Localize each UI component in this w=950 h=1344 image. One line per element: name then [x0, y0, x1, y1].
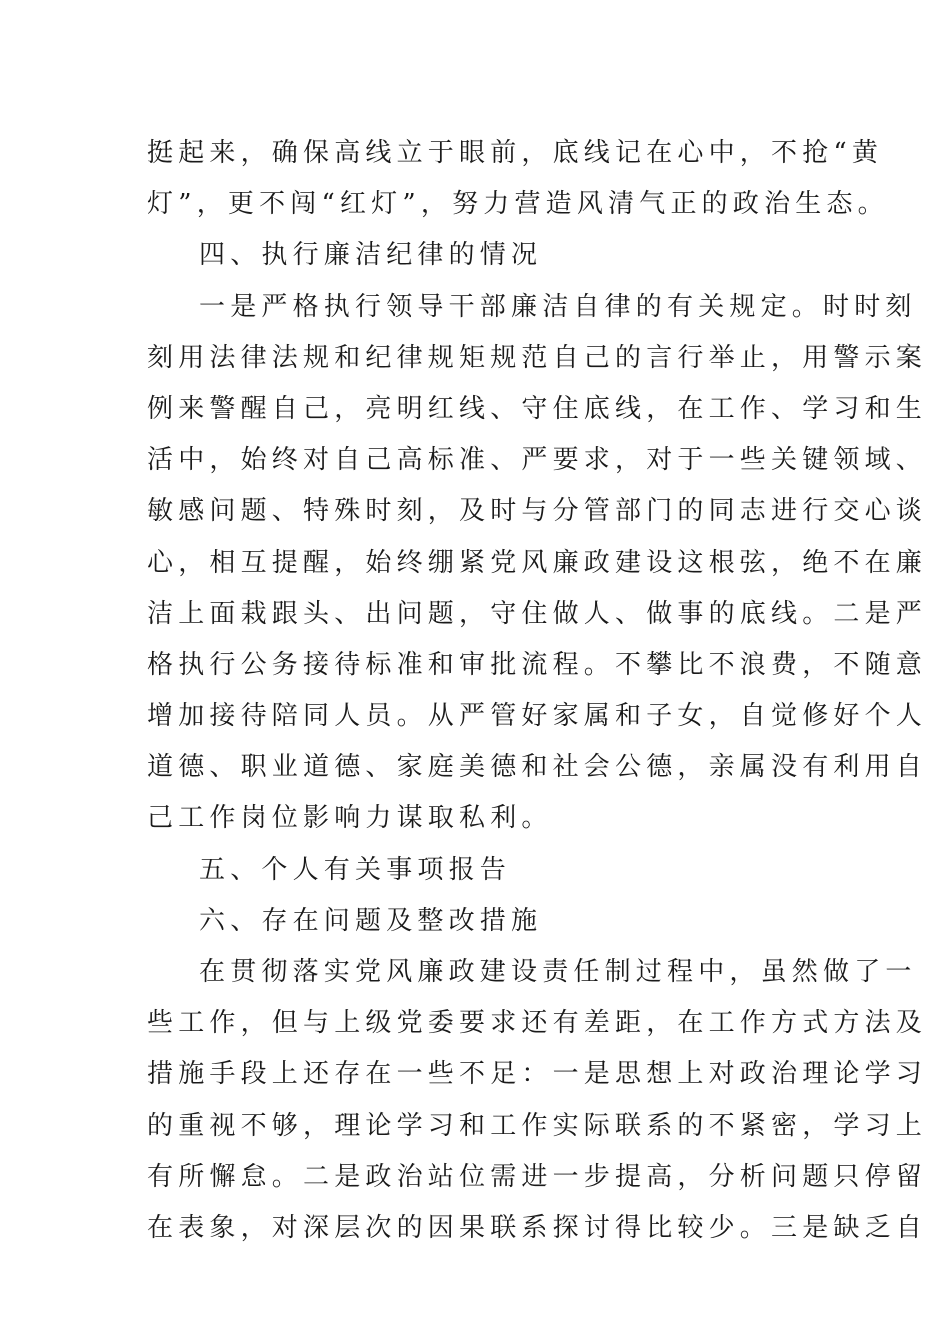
section-heading: 四、执行廉洁纪律的情况 [199, 240, 543, 271]
text-line: 例来警醒自己，亮明红线、守住底线，在工作、学习和生 [147, 393, 928, 424]
text-line: 有所懈怠。二是政治站位需进一步提高，分析问题只停留 [147, 1161, 928, 1192]
text-line: 己工作岗位影响力谋取私利。 [147, 803, 553, 834]
text-line: 洁上面栽跟头、出问题，守住做人、做事的底线。二是严 [147, 598, 928, 629]
text-line: 心，相互提醒，始终绷紧党风廉政建设这根弦，绝不在廉 [147, 547, 928, 578]
text-line: 些工作，但与上级党委要求还有差距，在工作方式方法及 [147, 1008, 928, 1039]
text-line: 挺起来，确保高线立于眼前，底线记在心中，不抢“黄 [147, 138, 884, 168]
text-line: 在贯彻落实党风廉政建设责任制过程中，虽然做了一 [199, 957, 917, 987]
text-line: 的重视不够，理论学习和工作实际联系的不紧密，学习上 [147, 1110, 928, 1141]
text-line: 一是严格执行领导干部廉洁自律的有关规定。时时刻 [199, 291, 917, 322]
text-line: 措施手段上还存在一些不足：一是思想上对政治理论学习 [147, 1059, 928, 1090]
section-heading: 六、存在问题及整改措施 [199, 905, 543, 936]
text-line: 格执行公务接待标准和审批流程。不攀比不浪费，不随意 [147, 649, 928, 680]
text-line: 增加接待陪同人员。从严管好家属和子女，自觉修好个人 [147, 701, 928, 732]
body-text [147, 128, 928, 1254]
text-line: 敏感问题、特殊时刻，及时与分管部门的同志进行交心谈 [147, 496, 928, 527]
text-line: 刻用法律法规和纪律规矩规范自己的言行举止，用警示案 [147, 342, 928, 373]
text-line: 道德、职业道德、家庭美德和社会公德，亲属没有利用自 [147, 752, 928, 783]
section-heading: 五、个人有关事项报告 [199, 854, 512, 885]
text-line: 在表象，对深层次的因果联系探讨得比较少。三是缺乏自 [147, 1212, 928, 1243]
text-line: 灯”，更不闯“红灯”，努力营造风清气正的政治生态。 [147, 189, 889, 220]
text-line: 活中，始终对自己高标准、严要求，对于一些关键领域、 [147, 445, 928, 476]
